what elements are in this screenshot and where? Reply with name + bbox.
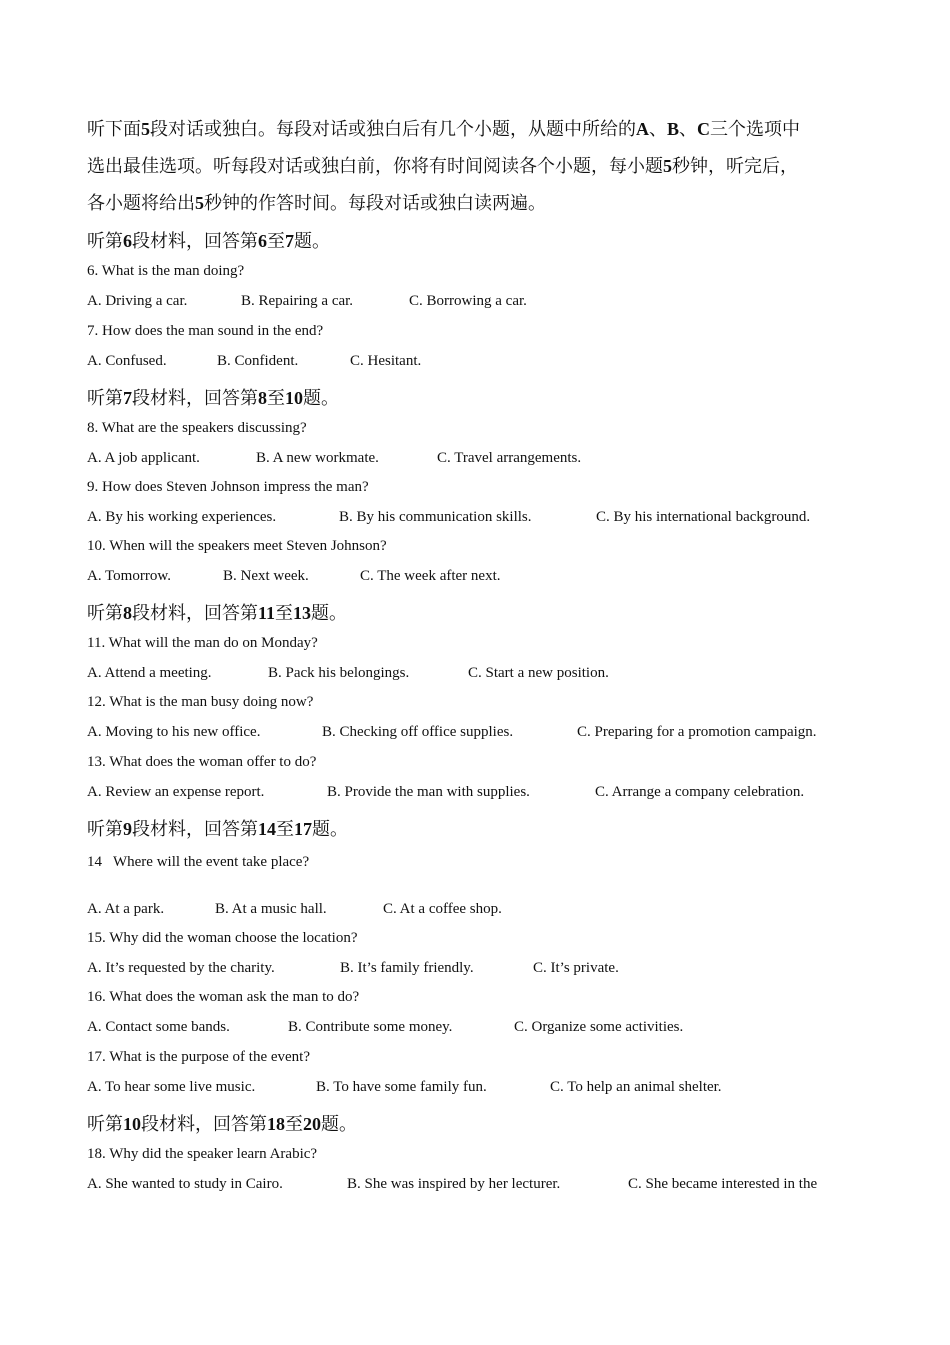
option-c: C. The week after next. (360, 568, 501, 584)
option-b: B. Provide the man with supplies. (327, 784, 530, 800)
section-heading: 听第6段材料，回答第6至7题。 (87, 231, 330, 251)
option-c: C. By his international background. (596, 509, 811, 525)
option-a: A. By his working experiences. (87, 509, 277, 525)
option-b: B. To have some family fun. (316, 1079, 487, 1095)
question-text: 15. Why did the woman choose the location? (87, 930, 358, 946)
section-heading: 听第9段材料，回答第14至17题。 (87, 819, 348, 839)
option-b: B. She was inspired by her lecturer. (347, 1176, 561, 1192)
option-a: A. Driving a car. (87, 293, 188, 309)
option-b: B. Contribute some money. (288, 1019, 453, 1035)
option-b: B. Repairing a car. (241, 293, 354, 309)
question-text: 18. Why did the speaker learn Arabic? (87, 1146, 318, 1162)
option-c: C. Start a new position. (468, 665, 609, 681)
option-a: A. Review an expense report. (87, 784, 265, 800)
option-c: C. It’s private. (533, 960, 619, 976)
option-b: B. Next week. (223, 568, 309, 584)
option-b: B. It’s family friendly. (340, 960, 474, 976)
option-a: A. To hear some live music. (87, 1079, 256, 1095)
option-c: C. Preparing for a promotion campaign. (577, 724, 817, 740)
question-text: 14 Where will the event take place? (87, 854, 310, 870)
question-text: 12. What is the man busy doing now? (87, 694, 314, 710)
option-a: A. She wanted to study in Cairo. (87, 1176, 283, 1192)
option-a: A. Attend a meeting. (87, 665, 212, 681)
question-text: 9. How does Steven Johnson impress the man? (87, 479, 369, 495)
option-b: B. A new workmate. (256, 450, 379, 466)
question-text: 10. When will the speakers meet Steven Johnson? (87, 538, 387, 554)
option-c: C. Borrowing a car. (409, 293, 527, 309)
option-a: A. At a park. (87, 901, 165, 917)
question-text: 11. What will the man do on Monday? (87, 635, 318, 651)
section-heading: 听第7段材料，回答第8至10题。 (87, 388, 339, 408)
question-text: 6. What is the man doing? (87, 263, 245, 279)
option-a: A. Tomorrow. (87, 568, 171, 584)
section-heading: 听第10段材料，回答第18至20题。 (87, 1114, 357, 1134)
question-text: 17. What is the purpose of the event? (87, 1049, 310, 1065)
option-b: B. Confident. (217, 353, 299, 369)
option-a: A. A job applicant. (87, 450, 200, 466)
option-a: A. It’s requested by the charity. (87, 960, 275, 976)
option-c: C. Travel arrangements. (437, 450, 582, 466)
option-a: A. Contact some bands. (87, 1019, 230, 1035)
section-heading: 听第8段材料，回答第11至13题。 (87, 603, 348, 623)
option-c: C. Arrange a company celebration. (595, 784, 805, 800)
question-text: 16. What does the woman ask the man to do? (87, 989, 360, 1005)
question-text: 13. What does the woman offer to do? (87, 754, 317, 770)
instructions-line-1: 听下面5段对话或独白。每段对话或独白后有几个小题，从题中所给的A、B、C三个选项中 (87, 119, 801, 139)
option-b: B. By his communication skills. (339, 509, 532, 525)
option-b: B. Pack his belongings. (268, 665, 410, 681)
option-b: B. Checking off office supplies. (322, 724, 514, 740)
option-b: B. At a music hall. (215, 901, 327, 917)
option-a: A. Confused. (87, 353, 167, 369)
instructions-line-3: 各小题将给出5秒钟的作答时间。每段对话或独白读两遍。 (87, 193, 546, 213)
question-text: 7. How does the man sound in the end? (87, 323, 324, 339)
option-c: C. Organize some activities. (514, 1019, 684, 1035)
option-a: A. Moving to his new office. (87, 724, 261, 740)
option-c: C. At a coffee shop. (383, 901, 502, 917)
question-text: 8. What are the speakers discussing? (87, 420, 307, 436)
instructions-line-2: 选出最佳选项。听每段对话或独白前，你将有时间阅读各个小题，每小题5秒钟，听完后， (87, 156, 798, 176)
option-c: C. To help an animal shelter. (550, 1079, 722, 1095)
option-c: C. Hesitant. (350, 353, 422, 369)
option-c: C. She became interested in the (628, 1176, 818, 1192)
